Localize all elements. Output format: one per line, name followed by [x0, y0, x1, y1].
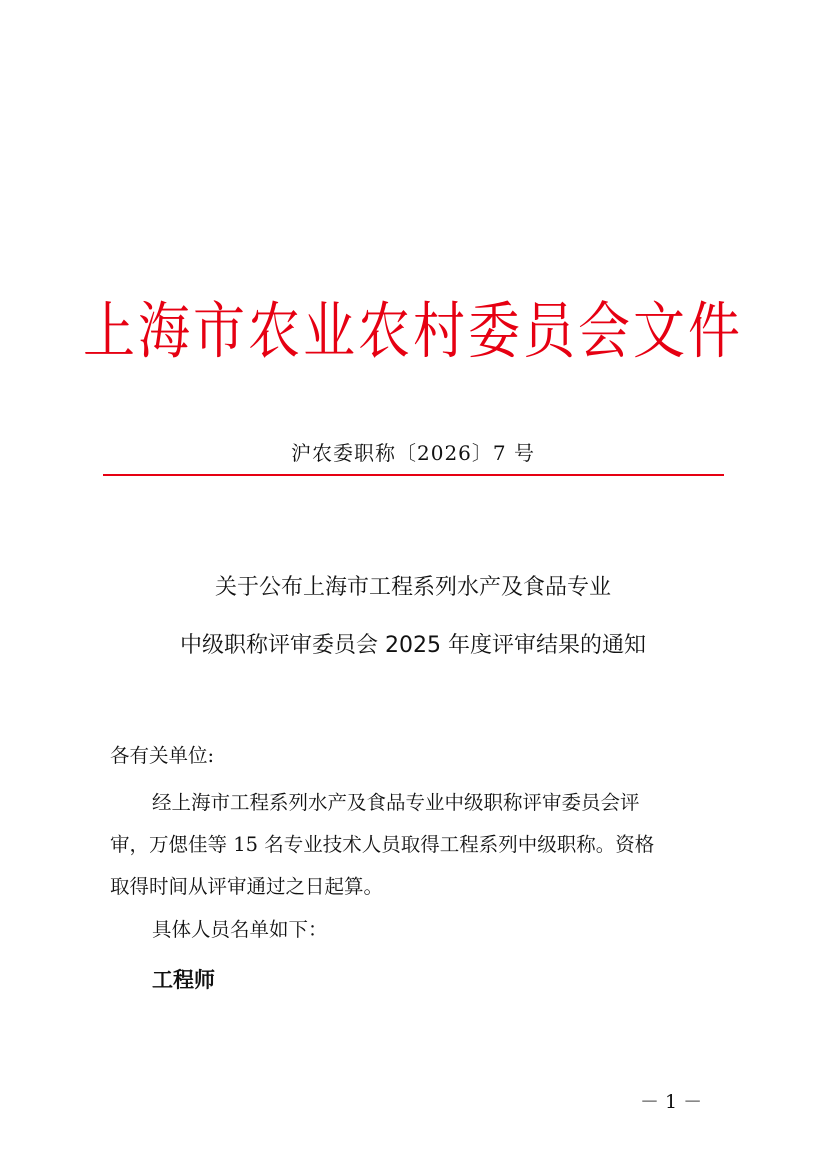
- paragraph-line-1: 经上海市工程系列水产及食品专业中级职称评审委员会评: [152, 791, 640, 814]
- issuing-organization-title: 上海市农业农村委员会文件: [82, 296, 743, 368]
- document-number: 沪农委职称〔2026〕7 号: [291, 441, 535, 465]
- red-separator-line: [103, 474, 724, 476]
- section-heading-engineer: 工程师: [152, 968, 215, 992]
- paragraph-line-2: 审，万偲佳等 15 名专业技术人员取得工程系列中级职称。资格: [110, 833, 655, 856]
- salutation: 各有关单位:: [110, 744, 215, 767]
- list-intro: 具体人员名单如下：: [152, 918, 328, 941]
- notice-title-line-1: 关于公布上海市工程系列水产及食品专业: [214, 575, 611, 600]
- notice-title-line-2: 中级职称评审委员会 2025 年度评审结果的通知: [180, 633, 646, 658]
- paragraph-line-3: 取得时间从评审通过之日起算。: [110, 875, 384, 898]
- page-number: － 1 －: [640, 1091, 703, 1113]
